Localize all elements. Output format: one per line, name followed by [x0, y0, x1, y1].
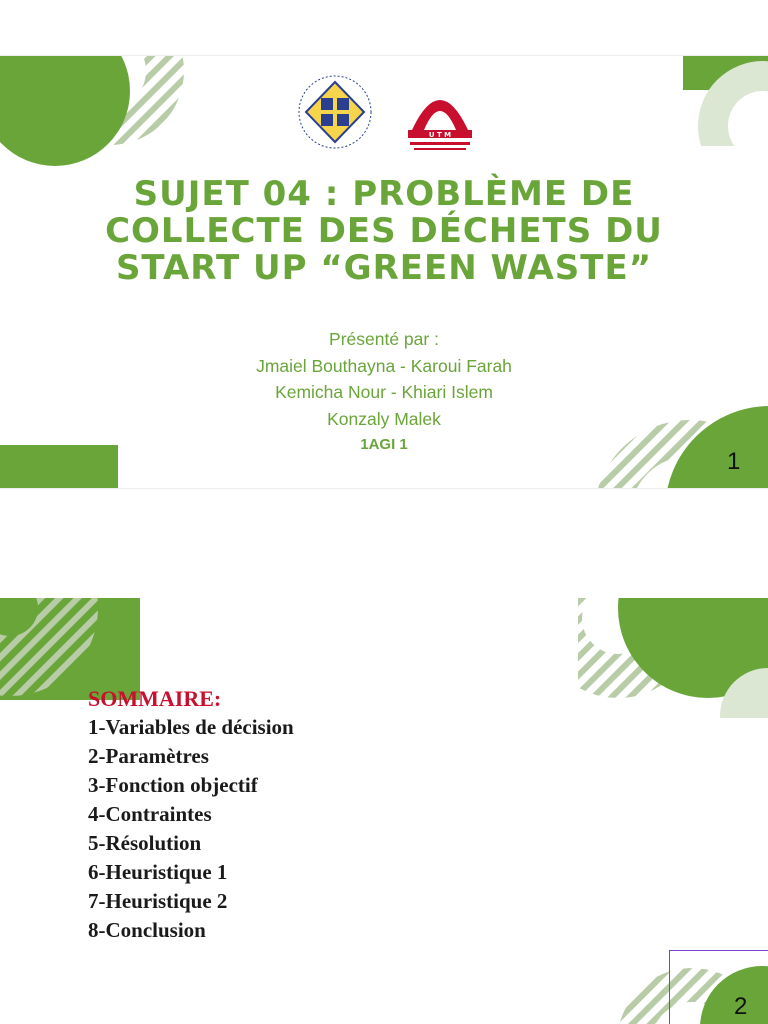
- summary-item: 1-Variables de décision: [88, 715, 294, 739]
- summary-item: 5-Résolution: [88, 831, 202, 855]
- presenter-names: Kemicha Nour - Khiari Islem: [275, 382, 493, 402]
- presenters-block: [0, 326, 768, 459]
- page-number: 2: [734, 993, 748, 1020]
- summary-item: 2-Paramètres: [88, 744, 209, 768]
- summary-item: 3-Fonction objectif: [88, 773, 258, 797]
- summary-item: 7-Heuristique 2: [88, 889, 228, 913]
- logos: [0, 74, 768, 154]
- title-slide: [0, 56, 768, 488]
- page-number: 1: [727, 448, 741, 475]
- summary-list: [88, 684, 294, 945]
- summary-item: 4-Contraintes: [88, 802, 212, 826]
- ecole-nationale-ingenieurs-tunis-logo: [290, 74, 380, 154]
- presenter-names: Jmaiel Bouthayna - Karoui Farah: [256, 355, 512, 376]
- slide-title: [0, 176, 768, 287]
- summary-item: 8-Conclusion: [88, 918, 206, 942]
- title-line: SUJET 04 : PROBLÈME DE: [133, 174, 635, 214]
- utm-letters: U T M: [428, 131, 452, 139]
- title-line: START UP “GREEN WASTE”: [115, 248, 653, 288]
- page-number-selection-box[interactable]: [669, 950, 768, 1024]
- class-label: 1AGI 1: [360, 436, 408, 453]
- summary-slide: [0, 598, 768, 1024]
- presented-by-label: Présenté par :: [329, 329, 439, 349]
- title-line: COLLECTE DES DÉCHETS DU: [105, 211, 663, 251]
- top-right-green-decoration: [578, 598, 768, 718]
- presenter-names: Konzaly Malek: [327, 408, 441, 429]
- summary-heading: SOMMAIRE:: [88, 686, 222, 711]
- universite-tunis-el-manar-logo: [400, 74, 480, 154]
- summary-item: 6-Heuristique 1: [88, 860, 228, 884]
